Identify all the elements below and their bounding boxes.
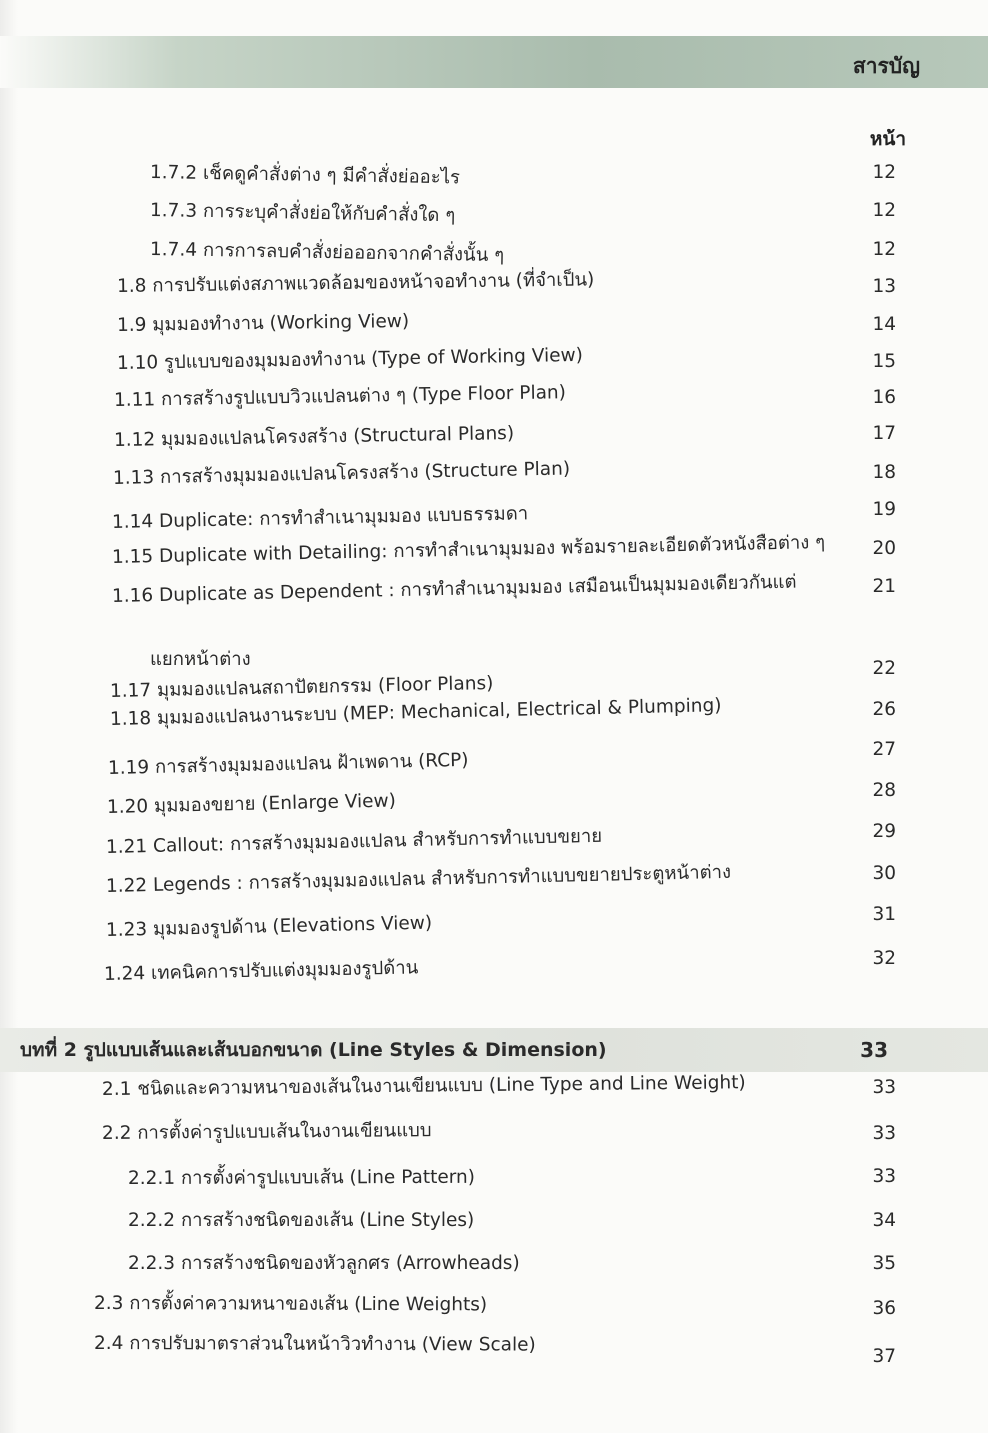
toc-entry-title: 1.22 Legends : การสร้างมุมมองแปลน สำหรับการทำแบบขยายประตูหน้าต่าง <box>105 861 732 897</box>
toc-entry-title: 1.21 Callout: การสร้างมุมมองแปลน สำหรับการทำแบบขยาย <box>105 825 603 858</box>
toc-entry-title: แยกหน้าต่าง <box>150 649 251 670</box>
toc-entry-title: 1.24 เทคนิคการปรับแต่งมุมมองรูปด้าน <box>103 957 419 985</box>
toc-entry-page: 31 <box>872 904 896 925</box>
toc-entry-page: 12 <box>872 239 896 260</box>
toc-entry-page: 27 <box>872 739 896 760</box>
toc-entry-title: 2.2.3 การสร้างชนิดของหัวลูกศร (Arrowheads) <box>128 1253 520 1274</box>
toc-entry-title: 1.19 การสร้างมุมมองแปลน ฝ้าเพดาน (RCP) <box>107 749 469 779</box>
toc-entry-page: 18 <box>872 462 896 483</box>
toc-entry-title: 1.7.4 การการลบคำสั่งย่อออกจากคำสั่งนั้น ๆ <box>149 239 505 267</box>
toc-entry-title: 1.17 มุมมองแปลนสถาปัตยกรรม (Floor Plans) <box>109 672 494 702</box>
toc-entry-page: 16 <box>872 387 896 408</box>
toc-entry-page: 12 <box>872 200 896 221</box>
toc-entry-page: 20 <box>872 538 896 559</box>
toc-entry-title: 1.11 การสร้างรูปแบบวิวแปลนต่าง ๆ (Type Floor Plan) <box>113 382 567 411</box>
toc-entry-page: 15 <box>872 351 896 372</box>
header-band <box>0 36 988 88</box>
toc-entry-title: 1.20 มุมมองขยาย (Enlarge View) <box>106 790 397 818</box>
page-column-label: หน้า <box>869 128 906 150</box>
page-header-title: สารบัญ <box>852 54 920 78</box>
toc-entry-title: 1.9 มุมมองทำงาน (Working View) <box>116 310 410 336</box>
toc-entry-page: 30 <box>872 863 896 884</box>
toc-entry-title: 1.14 Duplicate: การทำสำเนามุมมอง แบบธรรมดา <box>111 503 529 533</box>
toc-entry-page: 29 <box>872 821 896 842</box>
toc-entry-page: 19 <box>872 499 896 520</box>
toc-entry-page: 35 <box>872 1253 896 1274</box>
chapter-page: 33 <box>860 1038 888 1062</box>
toc-entry-page: 33 <box>872 1123 896 1144</box>
toc-entry-title: 1.8 การปรับแต่งสภาพแวดล้อมของหน้าจอทำงาน (ที่จำเป็น) <box>116 269 595 297</box>
toc-entry-title: 1.18 มุมมองแปลนงานระบบ (MEP: Mechanical, Electrical & Plumping) <box>109 695 722 730</box>
toc-entry-page: 36 <box>872 1298 896 1319</box>
toc-entry-page: 22 <box>872 658 896 679</box>
chapter-title: บทที่ 2 รูปแบบเส้นและเส้นบอกขนาด (Line Styles & Dimension) <box>20 1039 607 1061</box>
toc-entry-title: 2.4 การปรับมาตราส่วนในหน้าวิวทำงาน (View Scale) <box>93 1333 536 1356</box>
toc-entry-page: 21 <box>872 576 896 597</box>
toc-entry-title: 1.23 มุมมองรูปด้าน (Elevations View) <box>105 912 433 941</box>
toc-entry-page: 17 <box>872 423 896 444</box>
toc-entry-title: 1.12 มุมมองแปลนโครงสร้าง (Structural Plans) <box>113 423 515 451</box>
toc-entry-page: 34 <box>872 1210 896 1231</box>
toc-entry-title: 2.2 การตั้งค่ารูปแบบเส้นในงานเขียนแบบ <box>101 1120 432 1144</box>
toc-entry-title: 1.7.2 เช็คดูคำสั่งต่าง ๆ มีคำสั่งย่ออะไร <box>149 162 461 189</box>
toc-entry-title: 1.7.3 การระบุคำสั่งย่อให้กับคำสั่งใด ๆ <box>149 200 456 227</box>
toc-entry-title: 1.10 รูปแบบของมุมมองทำงาน (Type of Working View) <box>116 344 584 374</box>
toc-entry-title: 2.2.2 การสร้างชนิดของเส้น (Line Styles) <box>128 1210 475 1231</box>
toc-entry-page: 28 <box>872 780 896 801</box>
toc-entry-page: 13 <box>872 276 896 297</box>
toc-entry-title: 1.13 การสร้างมุมมองแปลนโครงสร้าง (Structure Plan) <box>112 458 571 489</box>
page-binding-shadow <box>0 0 18 1433</box>
toc-entry-page: 14 <box>872 314 896 335</box>
toc-entry-page: 33 <box>872 1077 896 1098</box>
toc-entry-page: 26 <box>872 699 896 720</box>
toc-entry-title: 2.1 ชนิดและความหนาของเส้นในงานเขียนแบบ (Line Type and Line Weight) <box>101 1072 746 1100</box>
toc-entry-title: 2.2.1 การตั้งค่ารูปแบบเส้น (Line Pattern) <box>127 1166 475 1189</box>
toc-entry-title: 1.15 Duplicate with Detailing: การทำสำเนามุมมอง พร้อมรายละเอียดตัวหนังสือต่าง ๆ <box>111 532 826 568</box>
toc-entry-page: 12 <box>872 162 896 183</box>
toc-entry-title: 1.16 Duplicate as Dependent : การทำสำเนามุมมอง เสมือนเป็นมุมมองเดียวกันแต่ <box>111 571 797 607</box>
toc-entry-page: 32 <box>872 948 896 969</box>
toc-entry-title: 2.3 การตั้งค่าความหนาของเส้น (Line Weights) <box>93 1293 488 1316</box>
chapter-heading-band <box>0 1028 988 1072</box>
toc-entry-page: 37 <box>872 1346 896 1367</box>
toc-entry-page: 33 <box>872 1166 896 1187</box>
